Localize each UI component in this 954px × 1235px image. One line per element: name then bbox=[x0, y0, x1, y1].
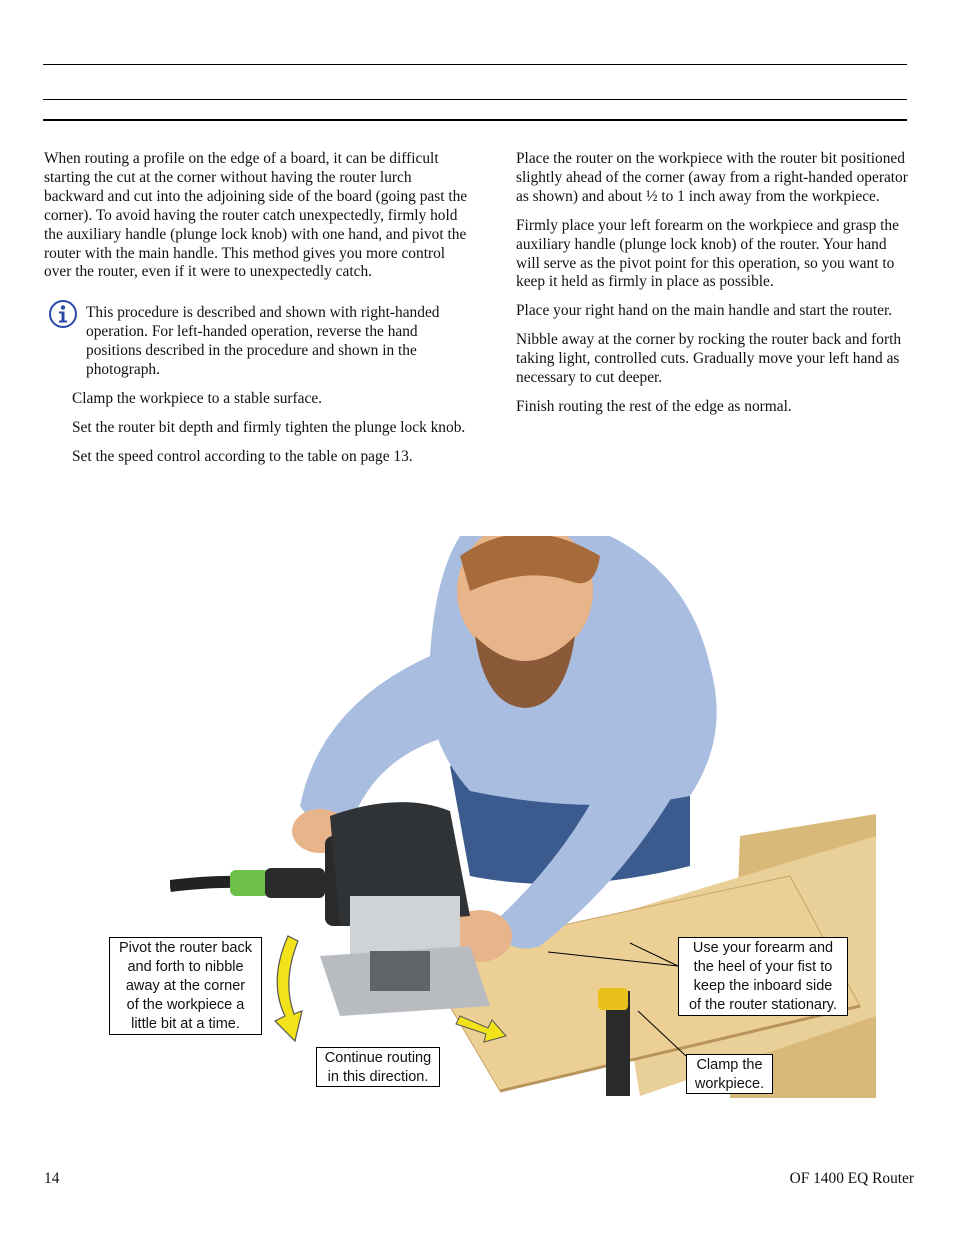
left-column bbox=[44, 150, 474, 477]
footer-product-name: OF 1400 EQ Router bbox=[789, 1170, 914, 1187]
right-column bbox=[516, 150, 908, 427]
intro-paragraph: When routing a profile on the edge of a board, it can be difficult starting the cut at the corner without having the router lurch backward and cut into the adjoining side of the board (going past the corner). To avoid having the router catch unexpectedly, firmly hold the auxiliary handle (plunge lock knob) with one hand, and pivot the router with the main handle. This method gives you more control over the router, even if it were to unexpectedly catch. bbox=[44, 150, 468, 281]
step-item: Clamp the workpiece to a stable surface. bbox=[72, 389, 323, 407]
header-rule-middle bbox=[43, 99, 907, 100]
step-item: Set the speed control according to the table on page 13. bbox=[72, 447, 413, 465]
note-block bbox=[44, 304, 474, 380]
callout-pivot: Pivot the router back and forth to nibble away at the corner of the workpiece a little bit at a time. bbox=[109, 937, 262, 1035]
header-rule-bottom bbox=[43, 119, 907, 121]
callout-continue: Continue routing in this direction. bbox=[316, 1047, 440, 1087]
step-item: Firmly place your left forearm on the workpiece and grasp the auxiliary handle (plunge lock knob) of the router. Your hand will serve as the pivot point for this operation, so you want to keep it held as firmly in place as possible. bbox=[516, 216, 899, 291]
step-item: Place your right hand on the main handle and start the router. bbox=[516, 302, 893, 320]
callout-forearm: Use your forearm and the heel of your fist to keep the inboard side of the router stationary. bbox=[678, 937, 848, 1016]
info-icon bbox=[48, 299, 78, 329]
step-item: Set the router bit depth and firmly tighten the plunge lock knob. bbox=[72, 418, 466, 436]
step-item: Nibble away at the corner by rocking the router back and forth taking light, controlled cuts. Gradually move your left hand as necessary to cut deeper. bbox=[516, 331, 902, 387]
step-item: Place the router on the workpiece with the router bit positioned slightly ahead of the corner (away from a right-handed operator as shown) and about ½ to 1 inch away from the workpiece. bbox=[516, 150, 908, 205]
step-item: Finish routing the rest of the edge as normal. bbox=[516, 397, 792, 415]
callout-clamp: Clamp the workpiece. bbox=[686, 1054, 773, 1094]
note-text: This procedure is described and shown with right-handed operation. For left-handed operation, reverse the hand positions described in the procedure and shown in the photograph. bbox=[86, 304, 440, 379]
header-rule-top bbox=[43, 64, 907, 65]
page-number: 14 bbox=[44, 1170, 60, 1187]
